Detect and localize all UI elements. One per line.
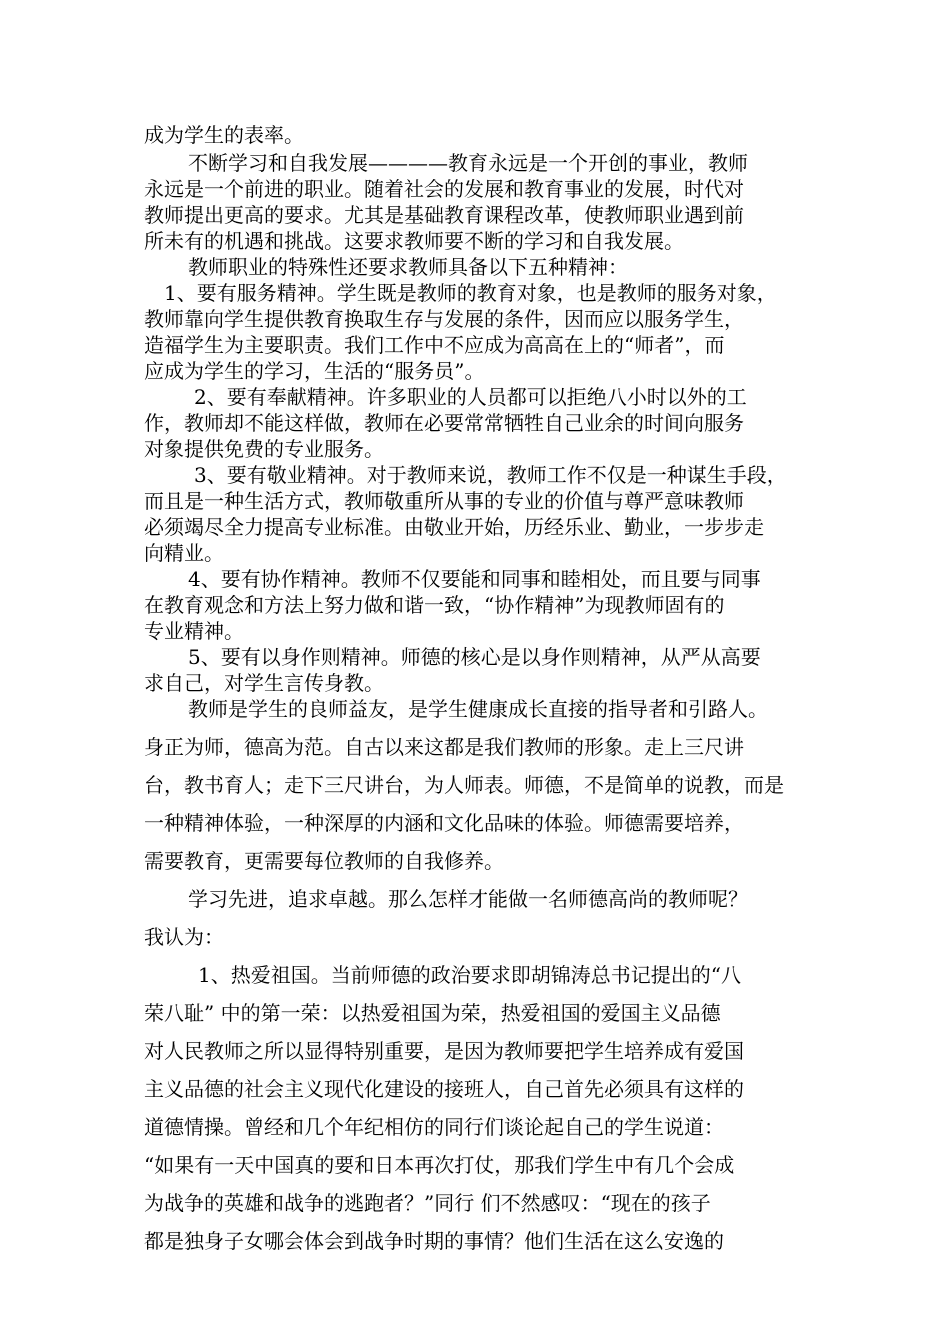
- text-line: 主义品德的社会主义现代化建设的接班人，自己首先必须具有这样的: [144, 1077, 744, 1101]
- text-line: 教师靠向学生提供教育换取生存与发展的条件，因而应以服务学生，: [144, 307, 744, 331]
- text-line: “如果有一天中国真的要和日本再次打仗，那我们学生中有几个会成: [144, 1153, 735, 1177]
- text-line: 教师职业的特殊性还要求教师具备以下五种精神：: [188, 255, 628, 279]
- text-line: 必须竭尽全力提高专业标准。由敬业开始，历经乐业、勤业，一步步走: [144, 515, 764, 539]
- text-line: 所未有的机遇和挑战。这要求教师要不断的学习和自我发展。: [144, 229, 684, 253]
- text-line: 4、要有协作精神。教师不仅要能和同事和睦相处，而且要与同事: [188, 567, 761, 591]
- text-line: 教师提出更高的要求。尤其是基础教育课程改革，使教师职业遇到前: [144, 203, 744, 227]
- text-line: 对象提供免费的专业服务。: [144, 437, 384, 461]
- text-line: 不断学习和自我发展————教育永远是一个开创的事业，教师: [188, 151, 748, 175]
- text-line: 造福学生为主要职责。我们工作中不应成为高高在上的“师者”，而: [144, 333, 725, 357]
- text-line: 教师是学生的良师益友，是学生健康成长直接的指导者和引路人。: [188, 697, 768, 721]
- text-line: 道德情操。曾经和几个年纪相仿的同行们谈论起自己的学生说道：: [144, 1115, 724, 1139]
- text-line: 为战争的英雄和战争的逃跑者？”同行 们不然感叹：“现在的孩子: [144, 1191, 711, 1215]
- text-line: 1、要有服务精神。学生既是教师的教育对象，也是教师的服务对象，: [164, 281, 777, 305]
- text-line: 成为学生的表率。: [144, 123, 304, 147]
- text-line: 求自己，对学生言传身教。: [144, 671, 384, 695]
- text-line: 学习先进，追求卓越。那么怎样才能做一名师德高尚的教师呢？: [188, 887, 748, 911]
- text-line: 2、要有奉献精神。许多职业的人员都可以拒绝八小时以外的工: [194, 385, 747, 409]
- text-line: 对人民教师之所以显得特别重要，是因为教师要把学生培养成有爱国: [144, 1039, 744, 1063]
- text-line: 永远是一个前进的职业。随着社会的发展和教育事业的发展，时代对: [144, 177, 744, 201]
- text-line: 5、要有以身作则精神。师德的核心是以身作则精神，从严从高要: [188, 645, 761, 669]
- text-line: 我认为：: [144, 925, 224, 949]
- text-line: 台，教书育人；走下三尺讲台，为人师表。师德，不是简单的说教，而是: [144, 773, 784, 797]
- text-line: 而且是一种生活方式，教师敬重所从事的专业的价值与尊严意味教师: [144, 489, 744, 513]
- text-line: 向精业。: [144, 541, 224, 565]
- text-line: 都是独身子女哪会体会到战争时期的事情？他们生活在这么安逸的: [144, 1229, 724, 1253]
- text-line: 作，教师却不能这样做，教师在必要常常牺牲自己业余的时间向服务: [144, 411, 744, 435]
- text-line: 荣八耻” 中的第一荣：以热爱祖国为荣，热爱祖国的爱国主义品德: [144, 1001, 721, 1025]
- text-line: 需要教育，更需要每位教师的自我修养。: [144, 849, 504, 873]
- text-line: 1、热爱祖国。当前师德的政治要求即胡锦涛总书记提出的“八: [198, 963, 741, 987]
- text-line: 3、要有敬业精神。对于教师来说，教师工作不仅是一种谋生手段，: [194, 463, 787, 487]
- text-line: 身正为师，德高为范。自古以来这都是我们教师的形象。走上三尺讲: [144, 735, 744, 759]
- text-line: 应成为学生的学习，生活的“服务员”。: [144, 359, 485, 383]
- text-line: 专业精神。: [144, 619, 244, 643]
- text-line: 在教育观念和方法上努力做和谐一致，“协作精神”为现教师固有的: [144, 593, 725, 617]
- text-line: 一种精神体验，一种深厚的内涵和文化品味的体验。师德需要培养，: [144, 811, 744, 835]
